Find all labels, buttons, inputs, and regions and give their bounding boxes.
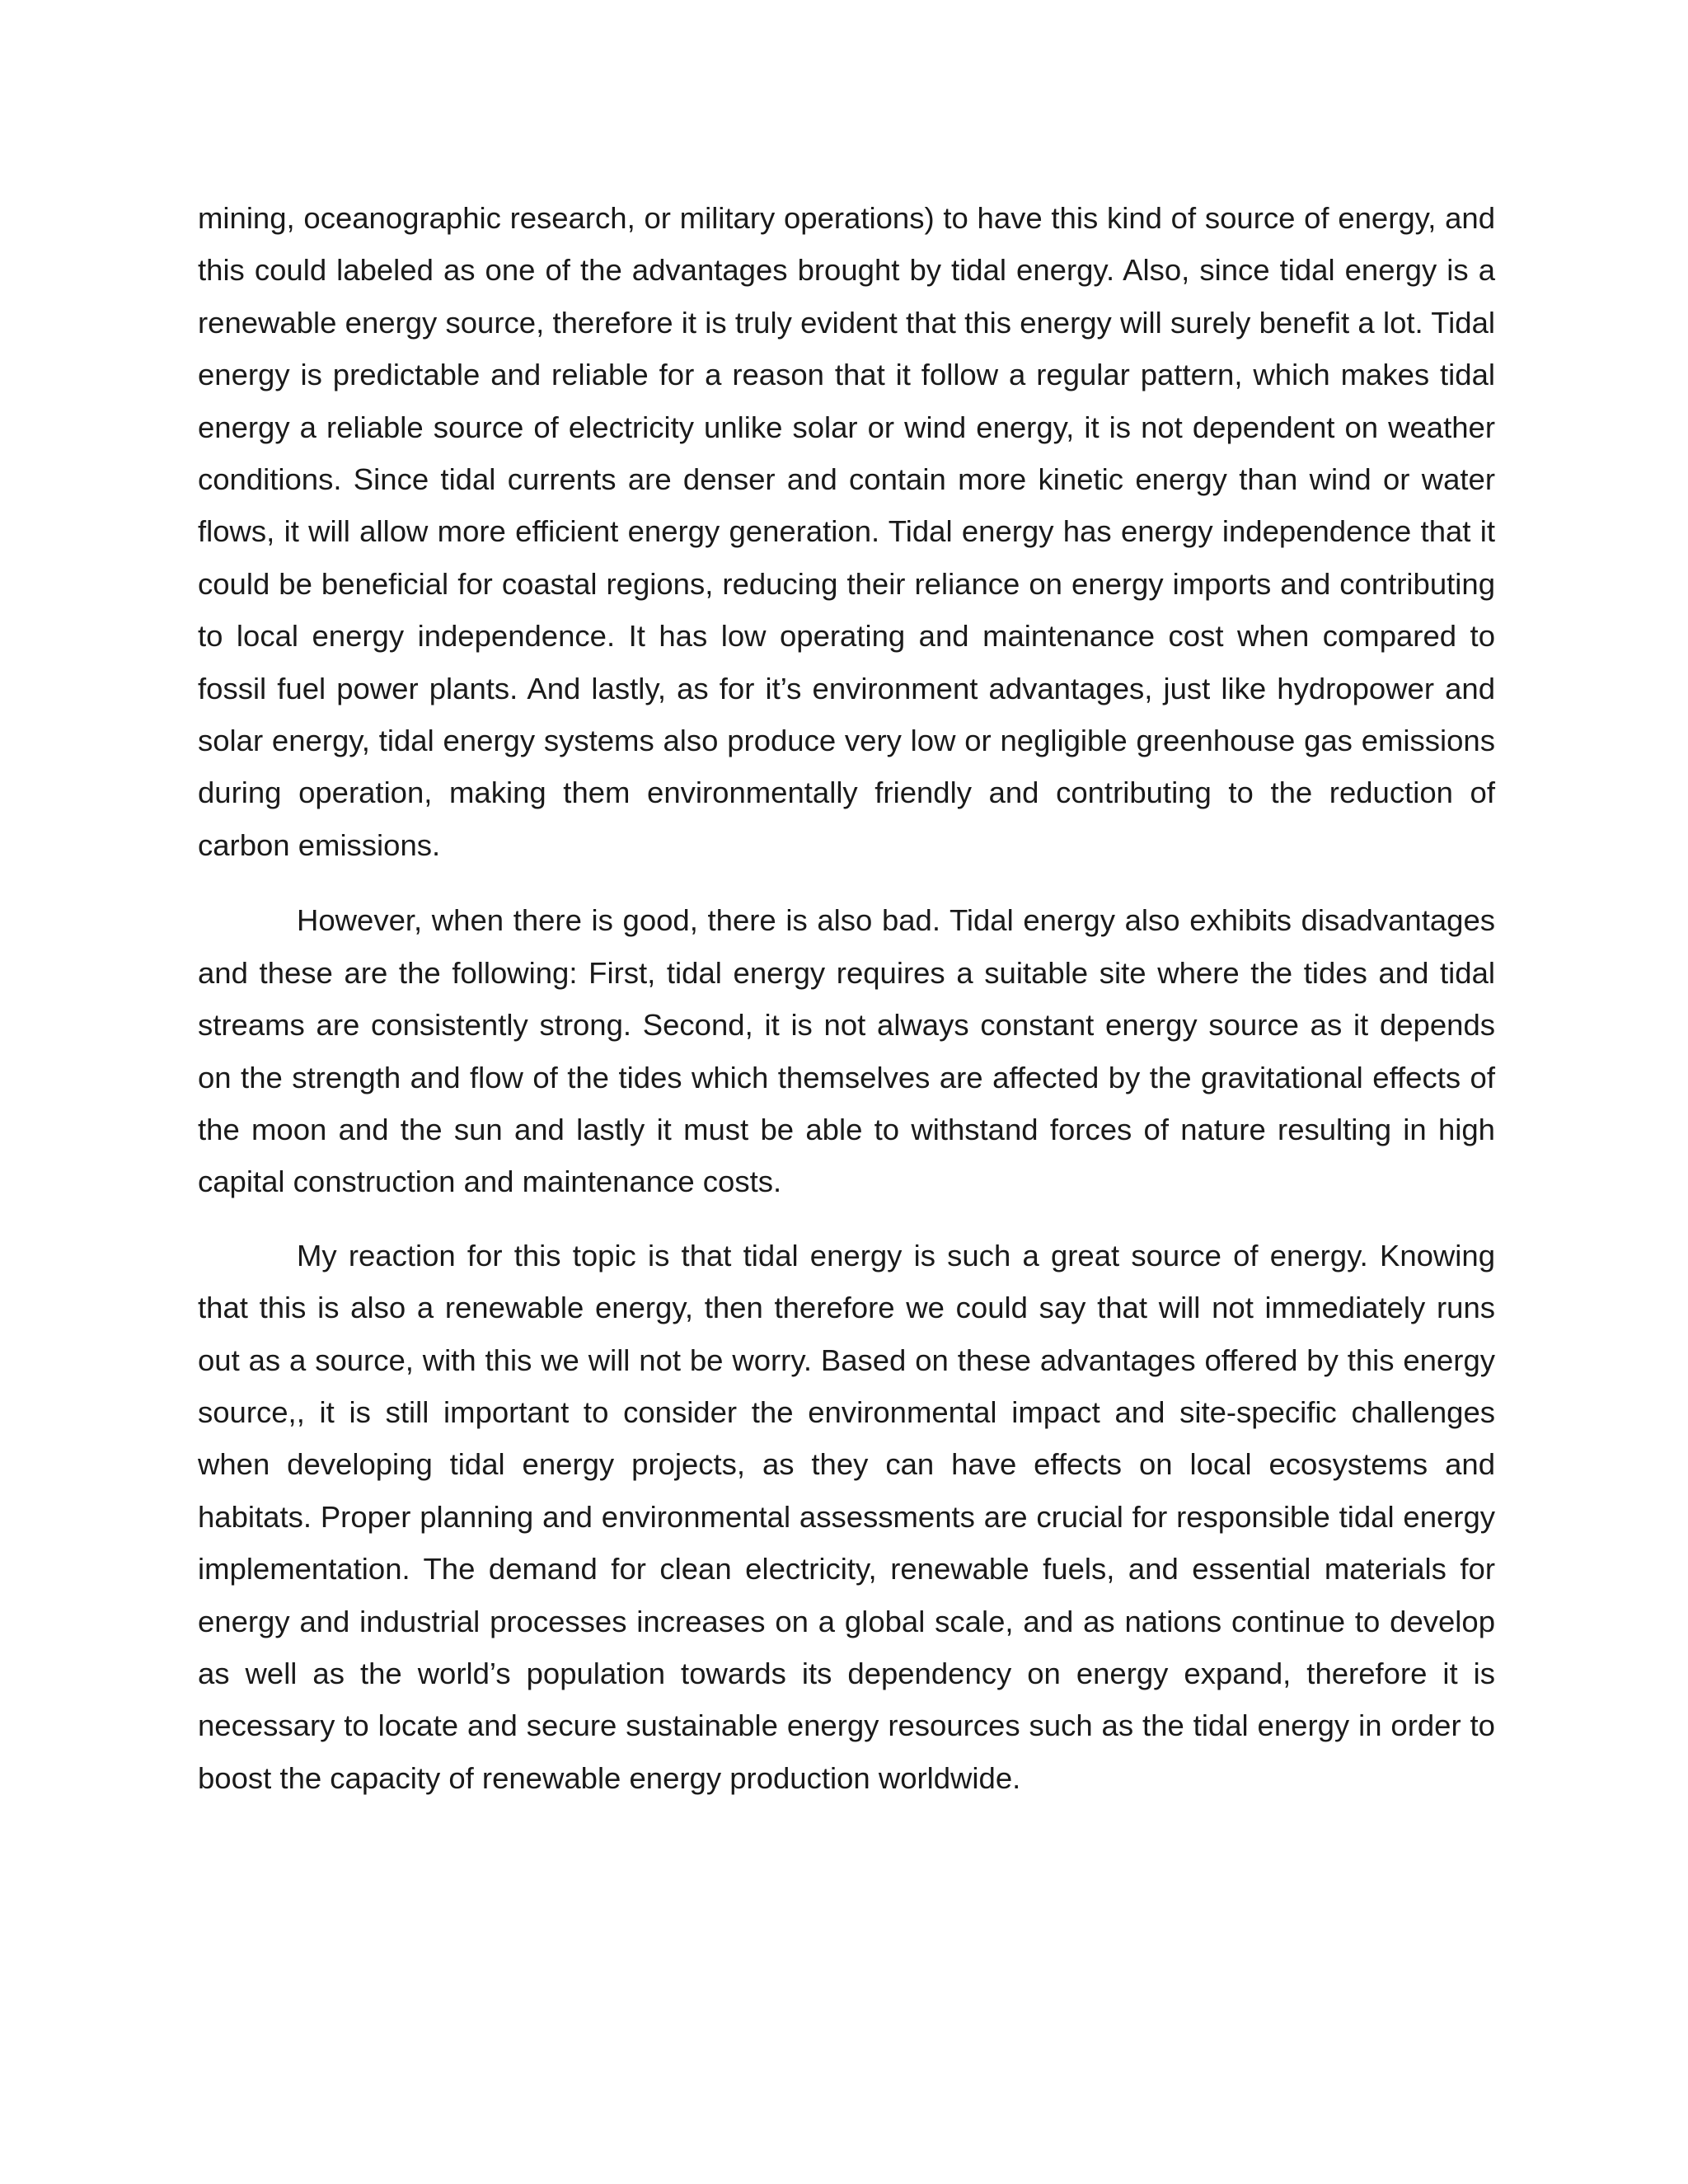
- paragraph-reaction: My reaction for this topic is that tidal energy is such a great source of energy. Knowing that this is also a renewable energy, then therefore we could say that will not immediately runs out as a source, with this we will not be worry. Based on these advantages offered by this energy source,, it is still important to consider the environmental impact and site-specific challenges when developing tidal energy projects, as they can have effects on local ecosystems and habitats. Proper planning and environmental assessments are crucial for responsible tidal energy implementation. The demand for clean electricity, renewable fuels, and essential materials for energy and industrial processes increases on a global scale, and as nations continue to develop as well as the world’s population towards its dependency on energy expand, therefore it is necessary to locate and secure sustainable energy resources such as the tidal energy in order to boost the capacity of renewable energy production worldwide.: [198, 1238, 1495, 1795]
- document-body: [198, 192, 1495, 1804]
- paragraph-advantages: mining, oceanographic research, or military operations) to have this kind of source of energy, and this could labeled as one of the advantages brought by tidal energy. Also, since tidal energy is a renewable energy source, therefore it is truly evident that this energy will surely benefit a lot. Tidal energy is predictable and reliable for a reason that it follow a regular pattern, which makes tidal energy a reliable source of electricity unlike solar or wind energy, it is not dependent on weather conditions. Since tidal currents are denser and contain more kinetic energy than wind or water flows, it will allow more efficient energy generation. Tidal energy has energy independence that it could be beneficial for coastal regions, reducing their reliance on energy imports and contributing to local energy independence. It has low operating and maintenance cost when compared to fossil fuel power plants. And lastly, as for it’s environment advantages, just like hydropower and solar energy, tidal energy systems also produce very low or negligible greenhouse gas emissions during operation, making them environmentally friendly and contributing to the reduction of carbon emissions.: [198, 201, 1495, 862]
- paragraph-disadvantages: However, when there is good, there is also bad. Tidal energy also exhibits disadvantages and these are the following: First, tidal energy requires a suitable site where the tides and tidal streams are consistently strong. Second, it is not always constant energy source as it depends on the strength and flow of the tides which themselves are affected by the gravitational effects of the moon and the sun and lastly it must be able to withstand forces of nature resulting in high capital construction and maintenance costs.: [198, 903, 1495, 1199]
